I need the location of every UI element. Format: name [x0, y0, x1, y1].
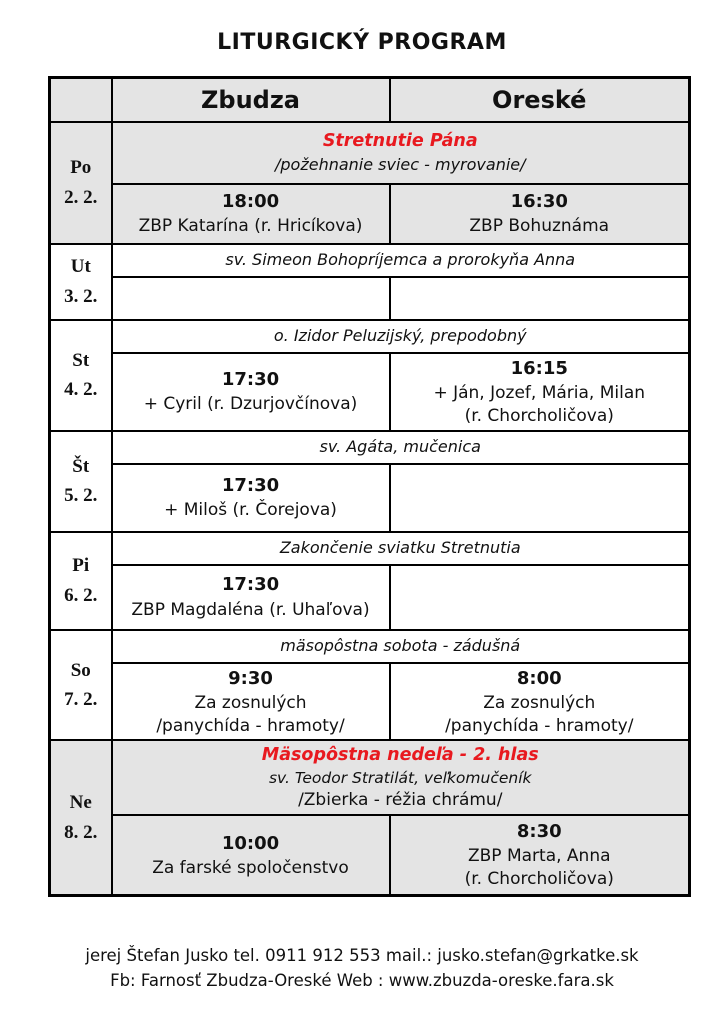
mass-intention: /panychída - hramoty/	[156, 715, 345, 736]
feast-name: sv. Agáta, mučenica	[319, 436, 481, 456]
column-header-oreske: Oreské	[390, 78, 690, 122]
feast-note: /požehnanie sviec - myrovanie/	[274, 154, 526, 174]
day-abbrev: Ne	[69, 792, 92, 814]
feast-cell-so	[112, 630, 690, 663]
row-st-times	[50, 353, 690, 431]
day-cell-po	[50, 122, 112, 244]
mass-slot-ne-oreske	[390, 815, 690, 896]
day-cell-ne	[50, 740, 112, 895]
day-date: 4. 2.	[64, 379, 98, 400]
mass-time: 17:30	[221, 474, 280, 496]
mass-slot-stv-zbudza	[112, 464, 390, 532]
mass-intention: /panychída - hramoty/	[445, 715, 634, 736]
day-cell-stv	[50, 431, 112, 532]
day-cell-st	[50, 320, 112, 431]
feast-title: Mäsopôstna nedeľa - 2. hlas	[261, 745, 539, 766]
column-header-day	[50, 78, 112, 122]
feast-cell-pi	[112, 532, 690, 565]
mass-intention: ZBP Marta, Anna	[467, 846, 611, 867]
contact-line-2: Fb: Farnosť Zbudza-Oreské Web : www.zbuzda-oreske.fara.sk	[110, 970, 614, 990]
mass-intention: ZBP Bohuznáma	[469, 216, 610, 237]
day-abbrev: Št	[72, 455, 90, 477]
day-date: 6. 2.	[64, 584, 98, 606]
day-abbrev: Po	[70, 157, 92, 179]
feast-name: sv. Simeon Bohopríjemca a prorokyňa Anna	[225, 249, 576, 269]
feast-cell-ne	[112, 740, 690, 814]
row-so-feast	[50, 630, 690, 663]
day-date: 2. 2.	[64, 186, 98, 208]
mass-slot-pi-oreske	[390, 565, 690, 630]
day-date: 3. 2.	[64, 285, 98, 307]
mass-intention: + Miloš (r. Čorejova)	[164, 500, 337, 521]
day-date: 5. 2.	[64, 485, 98, 506]
contact-footer	[0, 944, 724, 994]
mass-time: 8:30	[516, 821, 562, 843]
mass-slot-ut-oreske	[390, 277, 690, 320]
feast-title: Stretnutie Pána	[322, 131, 478, 152]
mass-intention: + Cyril (r. Dzurjovčínova)	[143, 394, 358, 415]
column-header-row	[50, 78, 690, 122]
mass-time: 16:30	[510, 190, 568, 212]
mass-time: 17:30	[221, 574, 280, 596]
row-ne-feast	[50, 740, 690, 814]
day-abbrev: Ut	[70, 256, 91, 278]
mass-slot-po-zbudza	[112, 184, 390, 244]
feast-name: Zakončenie sviatku Stretnutia	[279, 537, 521, 557]
mass-intention: + Ján, Jozef, Mária, Milan	[433, 382, 646, 403]
mass-slot-so-oreske	[390, 663, 690, 741]
row-so-times	[50, 663, 690, 741]
mass-time: 18:00	[221, 190, 280, 212]
row-po-feast	[50, 122, 690, 184]
row-pi-feast	[50, 532, 690, 565]
row-stv-times	[50, 464, 690, 532]
mass-intention: (r. Chorcholičova)	[464, 405, 614, 426]
mass-slot-so-zbudza	[112, 663, 390, 741]
mass-time: 8:00	[516, 667, 562, 689]
row-st-feast	[50, 320, 690, 353]
day-abbrev: St	[72, 349, 90, 371]
day-cell-pi	[50, 532, 112, 630]
liturgical-program-table	[48, 76, 691, 897]
mass-time: 17:30	[221, 368, 280, 390]
mass-intention: Za zosnulých	[483, 692, 596, 713]
mass-intention: ZBP Katarína (r. Hricíkova)	[138, 216, 363, 237]
row-pi-times	[50, 565, 690, 630]
page-title: LITURGICKÝ PROGRAM	[217, 30, 507, 55]
row-ut-feast	[50, 244, 690, 277]
row-stv-feast	[50, 431, 690, 464]
mass-intention: Za farské spoločenstvo	[152, 857, 349, 878]
contact-line-1: jerej Štefan Jusko tel. 0911 912 553 mail.: jusko.stefan@grkatke.sk	[85, 946, 639, 965]
mass-time: 10:00	[221, 832, 280, 854]
day-cell-so	[50, 630, 112, 741]
row-po-times	[50, 184, 690, 244]
mass-slot-st-zbudza	[112, 353, 390, 431]
feast-name: mäsopôstna sobota - zádušná	[280, 635, 521, 655]
mass-slot-st-oreske	[390, 353, 690, 431]
feast-cell-stv	[112, 431, 690, 464]
row-ne-times	[50, 815, 690, 896]
feast-cell-po	[112, 122, 690, 184]
mass-intention: (r. Chorcholičova)	[464, 869, 614, 890]
mass-slot-stv-oreske	[390, 464, 690, 532]
mass-intention: ZBP Magdaléna (r. Uhaľova)	[131, 599, 370, 620]
mass-slot-ne-zbudza	[112, 815, 390, 896]
day-abbrev: So	[70, 659, 91, 681]
mass-time: 16:15	[510, 357, 568, 379]
feast-cell-ut	[112, 244, 690, 277]
mass-slot-po-oreske	[390, 184, 690, 244]
feast-cell-st	[112, 320, 690, 353]
day-date: 7. 2.	[64, 688, 98, 710]
day-cell-ut	[50, 244, 112, 320]
day-abbrev: Pi	[72, 555, 90, 577]
feast-note: /Zbierka - réžia chrámu/	[298, 789, 503, 810]
column-header-zbudza: Zbudza	[112, 78, 390, 122]
mass-slot-pi-zbudza	[112, 565, 390, 630]
mass-slot-ut-zbudza	[112, 277, 390, 320]
mass-time: 9:30	[228, 667, 273, 689]
day-date: 8. 2.	[64, 821, 98, 843]
row-ut-times	[50, 277, 690, 320]
feast-saint: sv. Teodor Stratilát, veľkomučeník	[268, 768, 532, 787]
mass-intention: Za zosnulých	[194, 692, 307, 713]
feast-name: o. Izidor Peluzijský, prepodobný	[273, 325, 527, 345]
